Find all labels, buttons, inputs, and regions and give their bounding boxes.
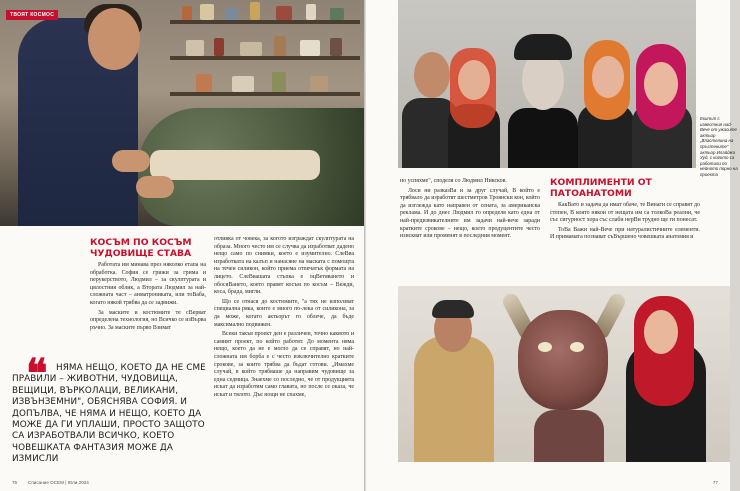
paragraph: ТоВа Важи най-Вече при натуралистичните елементи. И примамата познават съВършено човешката анатомия и — [550, 226, 700, 241]
headline-line: ПАТОАНАТОМИ — [550, 187, 632, 199]
paragraph: КакВато и задача да имат обаче, те Винаги се справят до степен, В която някои от нещата им са толкоВа реални, че със сигурност хора със слаби нерВи трудно ще ги понесат. — [550, 202, 700, 224]
body-column-4 — [550, 202, 700, 244]
workshop-photo — [0, 0, 364, 226]
monster-photo — [398, 286, 730, 462]
footer-text: Списание ОСЕМ | Юли 2024 — [28, 480, 89, 485]
pull-quote: НЯМА НЕЩО, КОЕТО ДА НЕ СМЕ ПРАВИЛИ – ЖИВОТНИ, ЧУДОВИЩА, ВЕЩИЦИ, ВЪРКОЛАЦИ, ВЕЛИКАНИ, ИЗВЪНЗЕМНИ", ОБЯСНЯВА СОФИЯ. И ДОПЪЛВА, ЧЕ НЯМА И НЕЩО, КОЕТО ДА МОЖЕ ДА ГИ УПЛАШИ, ПРОСТО ЗАЩОТО СА ИЗРАБОТВАЛИ ВСИЧКО, КОЕТО ЧОВЕШКАТА ФАНТАЗИЯ МОЖЕ ДА ИЗМИСЛИ — [12, 363, 206, 465]
body-column-2 — [214, 236, 354, 401]
body-column-1 — [90, 262, 206, 334]
right-page — [366, 0, 738, 491]
quote-mark-icon: ❝ — [26, 350, 48, 397]
headline-line: КОМПЛИМЕНТИ ОТ — [550, 177, 652, 188]
photo-caption: Екипът с известния най-Вече от ужасите актьор „Властелина на пръстените" актьор Илайджа Ууд, с когото са работили по нейното порно на проекта — [700, 116, 738, 177]
body-column-3 — [400, 178, 540, 243]
page-number: 76 — [12, 480, 18, 485]
page-number: 77 — [712, 480, 718, 485]
left-page — [0, 0, 364, 491]
section-headline — [90, 238, 210, 259]
paragraph: отливка от човека, за когото изграждат скулптурата на образа. Много често им се случва да изработват дадено нещо само по снимки, което е изумително. СлеВва изработката на калъп и нанасяне на маската с помощта на течен силикон, който приема отпечатък формата на лицето. СлеВвашата стъпка е оцВетяването и обосяВането, което правят косъм по косъм – Вежди, коса, брада, мигли. — [214, 236, 354, 296]
paragraph: но успяхме", споделя со Людмил Никсков. — [400, 178, 507, 184]
headline-line: ЧУДОВИЩЕ СТАВА — [90, 247, 192, 259]
section-tag: ТВОЯТ КОСМОС — [6, 10, 58, 20]
paragraph: За маските и костюмите те сВерват определена технология, но Всичко се изВърва ръчно. За маските първо Взимат — [90, 309, 206, 331]
paragraph: Лоси ни разказВа и за друг случай, В който е трябвало да изработят шестметров Троянски кон, който да изглежда като направен от сената, за американска реклама. И до днес Людмил го определя като една от най-предизвикателните им задачи най-вече заради кратките срокове – нещо, което продуцентите често изискват или променят в последния момент. — [400, 187, 540, 240]
team-photo — [398, 0, 696, 168]
paragraph: Работата им минава през няколко етапа на обработка. София се грижи за грима и перукерството, Людмил – за скулптурата и цялостния облик, а Втората Людмил за най-сложната част – анматрониката, или тоВаба, когато някой трябва да се задвижи. — [90, 262, 206, 306]
section-headline — [550, 178, 700, 199]
paragraph: Що се отнася до костюмите, "а тях не използват специална ряка, които е много по-лека от силикона, за да може, когато актьорът го облече, да бъде максимално подвижен. — [214, 298, 354, 328]
paragraph: Всеки такъв проект ден е различен, точно каквото и самият проект, по който работят. До момента няма нещо, което да не е могло да се справят, но най-сложната им борба е с често изключително кратките срокове, за които трябва да бъдат готови. „Имахме случай, в който трябваше да направим чудовище за една седмица. Знаехме со последно, че от продукцията искат да изработим само главата, но после се оказа, че искат и тялото. Дъе нощи не спахме, — [214, 331, 354, 398]
headline-line: КОСЪМ ПО КОСЪМ — [90, 237, 192, 248]
